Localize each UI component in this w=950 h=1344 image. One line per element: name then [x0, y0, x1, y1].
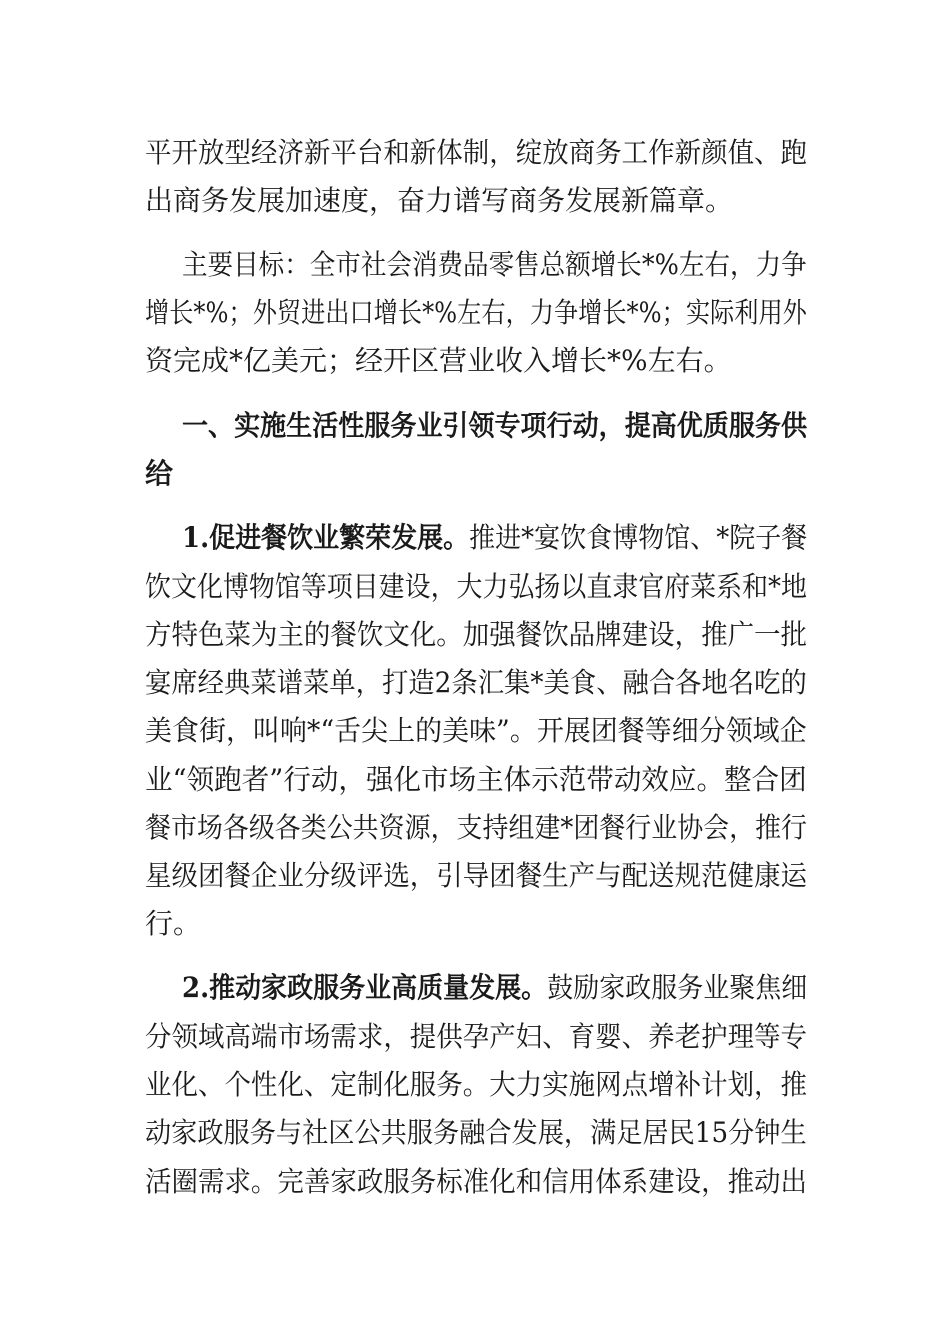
item-1-line-5: 美食街，叫响*“舌尖上的美味”。开展团餐等细分领域企 — [145, 714, 807, 747]
item-2-line-2: 分领域高端市场需求，提供孕产妇、育婴、养老护理等专 — [145, 1020, 808, 1053]
item-1-line-6: 业“领跑者”行动，强化市场主体示范带动效应。整合团 — [145, 763, 807, 796]
item-2-line-1 — [182, 968, 808, 1008]
item-2-line-5: 活圈需求。完善家政服务标准化和信用体系建设，推动出 — [145, 1165, 808, 1198]
paragraph-1-line-1: 平开放型经济新平台和新体制，绽放商务工作新颜值、跑 — [145, 136, 808, 169]
item-1-line-2: 饮文化博物馆等项目建设，大力弘扬以直隶官府菜系和*地 — [145, 570, 808, 603]
paragraph-2-line-3: 资完成*亿美元；经开区营业收入增长*%左右。 — [145, 344, 732, 377]
item-1-line-4: 宴席经典菜谱菜单，打造2条汇集*美食、融合各地名吃的 — [145, 666, 807, 699]
item-1-line-1 — [182, 518, 808, 558]
item-1-text: 推进*宴饮食博物馆、*院子餐 — [469, 521, 808, 554]
paragraph-2-line-2: 增长*%；外贸进出口增长*%左右，力争增长*%；实际利用外 — [145, 296, 807, 329]
item-1-line-9: 行。 — [145, 907, 202, 940]
item-1-line-8: 星级团餐企业分级评选，引导团餐生产与配送规范健康运 — [145, 859, 808, 892]
section-heading-line-1: 一、实施生活性服务业引领专项行动，提高优质服务供 — [182, 409, 808, 442]
item-2-text: 鼓励家政服务业聚焦细 — [547, 971, 808, 1004]
section-heading-line-2: 给 — [145, 457, 174, 490]
item-1-line-3: 方特色菜为主的餐饮文化。加强餐饮品牌建设，推广一批 — [145, 618, 808, 651]
item-1-line-7: 餐市场各级各类公共资源，支持组建*团餐行业协会，推行 — [145, 811, 808, 844]
paragraph-2-line-1: 主要目标：全市社会消费品零售总额增长*%左右，力争 — [182, 248, 807, 281]
item-2-line-3: 业化、个性化、定制化服务。大力实施网点增补计划，推 — [145, 1068, 808, 1101]
item-1-lead: 1.促进餐饮业繁荣发展。 — [182, 521, 470, 554]
item-2-line-4: 动家政服务与社区公共服务融合发展，满足居民15分钟生 — [145, 1116, 807, 1149]
paragraph-1-line-2: 出商务发展加速度，奋力谱写商务发展新篇章。 — [145, 184, 734, 217]
item-2-lead: 2.推动家政服务业高质量发展。 — [182, 971, 548, 1004]
